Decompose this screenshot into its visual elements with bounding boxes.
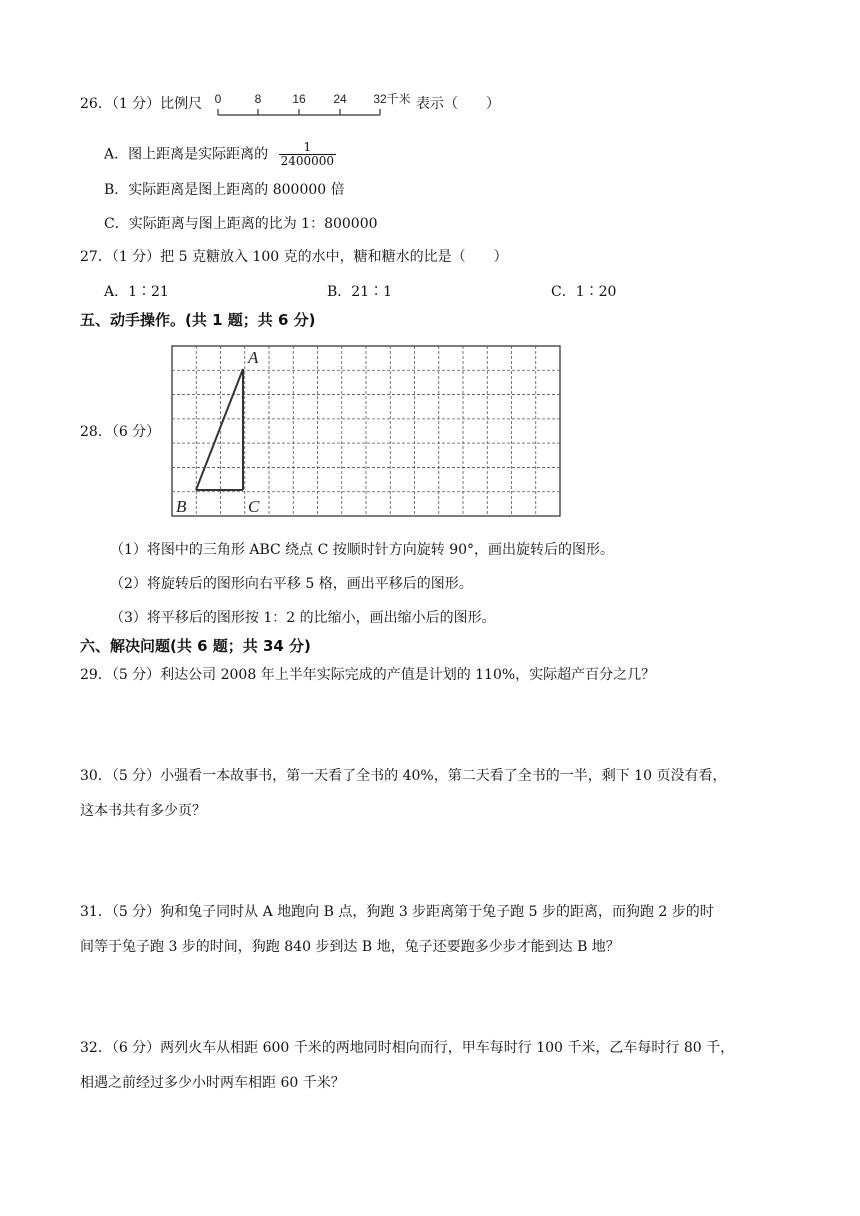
- q31-text-line-1: 31．（5 分）狗和兔子同时从 A 地跑向 B 点，狗跑 3 步距离第于兔子跑 5 步的距离，而狗跑 2 步的时: [80, 904, 714, 920]
- q32-text-line-2: 相遇之前经过多少小时两车相距 60 千米？: [80, 1075, 345, 1091]
- fraction-denominator: 2400000: [280, 154, 335, 168]
- scale-tick-32: 32千米: [373, 92, 411, 106]
- vertex-b-label: B: [176, 497, 187, 516]
- section-6-title: 六、解决问题(共 6 题；共 34 分): [80, 637, 311, 655]
- section-5-title: 五、动手操作。(共 1 题；共 6 分): [80, 311, 316, 329]
- scale-tick-0: 0: [214, 92, 222, 106]
- q32-text-line-1: 32．（6 分）两列火车从相距 600 千米的两地同时相向而行，甲车每时行 100 千米，乙车每时行 80 千，: [80, 1040, 735, 1056]
- q28-sub-3: （3）将平移后的图形按 1：2 的比缩小，画出缩小后的图形。: [110, 610, 496, 626]
- vertex-c-label: C: [248, 497, 260, 516]
- q26-stem: 26．（1 分）比例尺: [80, 96, 203, 112]
- q30-text-line-2: 这本书共有多少页？: [80, 803, 206, 819]
- q26-option-c: C．实际距离与图上距离的比为 1：800000: [104, 216, 378, 232]
- q28-sub-1: （1）将图中的三角形 ABC 绕点 C 按顺时针方向旋转 90°，画出旋转后的图形。: [110, 542, 615, 558]
- q27-option-b: B．21∶1: [327, 284, 393, 300]
- grid-triangle-figure: [170, 344, 562, 518]
- q30-text-line-1: 30．（5 分）小强看一本故事书，第一天看了全书的 40%，第二天看了全书的一半，剩下 10 页没有看，: [80, 768, 727, 784]
- fraction: [279, 141, 336, 168]
- q27-stem: 27．（1 分）把 5 克糖放入 100 克的水中，糖和糖水的比是（ ）: [80, 249, 508, 265]
- scale-tick-8: 8: [254, 92, 262, 106]
- q29-text: 29．（5 分）利达公司 2008 年上半年实际完成的产值是计划的 110%，实际超产百分之几？: [80, 667, 656, 683]
- q27-option-a: A．1∶21: [104, 284, 169, 300]
- q31-text-line-2: 间等于兔子跑 3 步的时间，狗跑 840 步到达 B 地，兔子还要跑多少步才能到达 B 地？: [80, 939, 620, 955]
- q26-option-a: [104, 141, 336, 168]
- vertex-a-label: A: [248, 348, 259, 367]
- fraction-numerator: 1: [303, 140, 312, 154]
- scale-bar-figure: [212, 88, 412, 122]
- q26-option-a-text: A．图上距离是实际距离的: [104, 146, 269, 163]
- q28-stem: 28．（6 分）: [80, 424, 161, 440]
- scale-tick-16: 16: [292, 92, 306, 106]
- q26-option-b: B．实际距离是图上距离的 800000 倍: [104, 182, 345, 198]
- scale-tick-24: 24: [333, 92, 347, 106]
- q28-sub-2: （2）将旋转后的图形向右平移 5 格，画出平移后的图形。: [110, 576, 473, 592]
- q26-stem-end: 表示（ ）: [416, 96, 500, 112]
- q27-option-c: C．1∶20: [551, 284, 617, 300]
